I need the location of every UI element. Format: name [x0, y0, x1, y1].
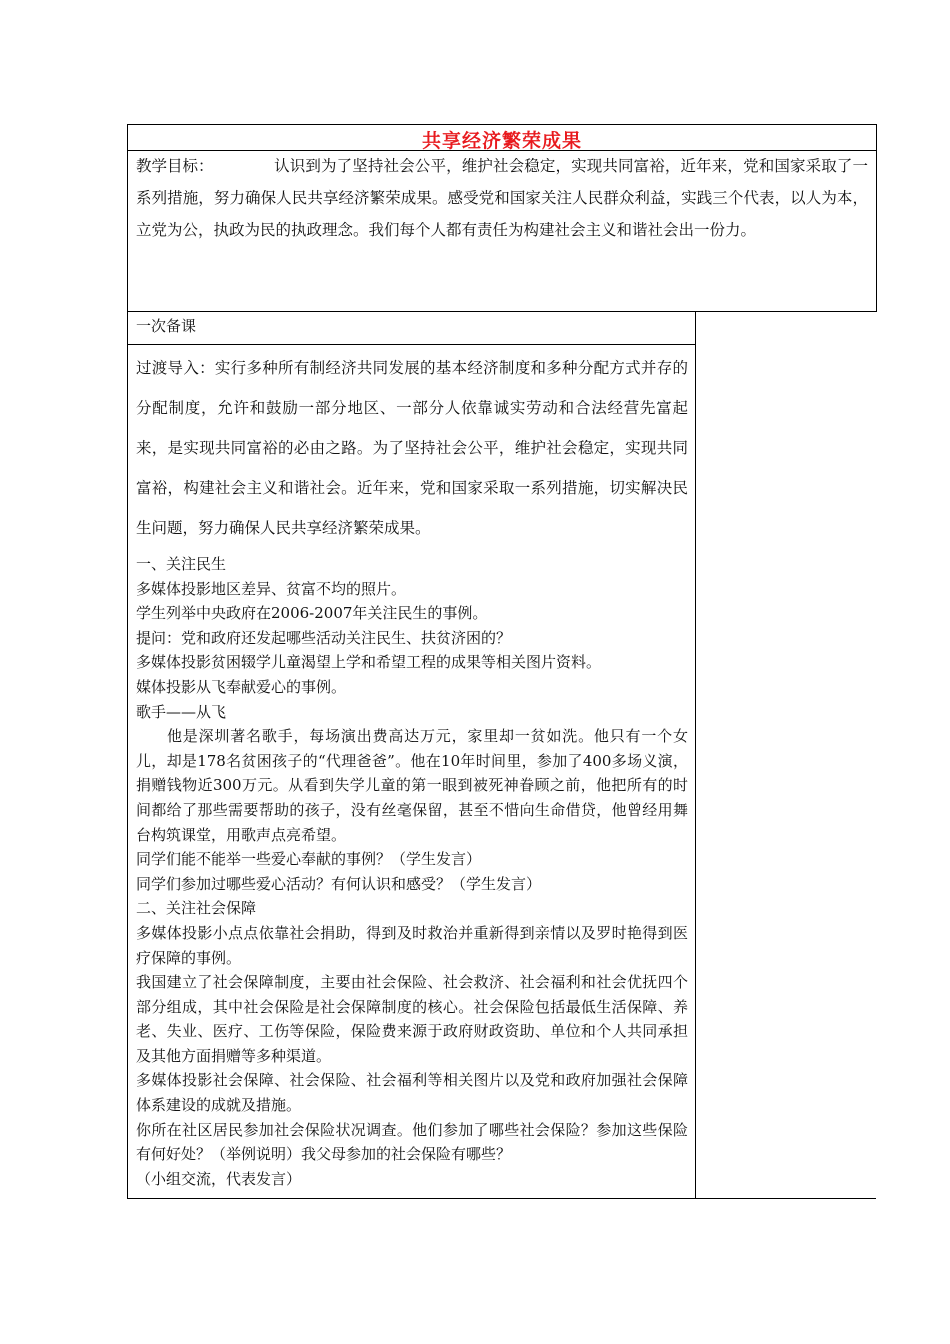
- lesson-paragraph: 学生列举中央政府在2006-2007年关注民生的事例。: [136, 604, 488, 623]
- lesson-paragraph: 同学们参加过哪些爱心活动？有何认识和感受？（学生发言）: [136, 874, 542, 893]
- table-right-border: [876, 124, 877, 312]
- section-heading-social-security: 二、关注社会保障: [136, 899, 257, 918]
- lesson-paragraph: 提问：党和政府还发起哪些活动关注民生、扶贫济困的？: [136, 628, 512, 647]
- lesson-paragraph: 媒体投影从飞奉献爱心的事例。: [136, 677, 347, 696]
- lesson-paragraph: 同学们能不能举一些爱心奉献的事例？（学生发言）: [136, 850, 482, 869]
- section-heading-livelihood: 一、关注民生: [136, 555, 227, 573]
- table-top-border: [127, 124, 876, 125]
- goal-row-bottom-border: [127, 311, 876, 312]
- lesson-paragraph: 多媒体投影小点点依靠社会捐助，得到及时救治并重新得到亲情以及罗时艳得到医疗保障的事例。: [136, 923, 688, 967]
- teaching-goal-cell: [136, 150, 868, 246]
- content-column-divider: [695, 311, 696, 1198]
- transition-intro: 过渡导入：实行多种所有制经济共同发展的基本经济制度和多种分配方式并存的分配制度，允许和鼓励一部分地区、一部分人依靠诚实劳动和合法经营先富起来，是实现共同富裕的必由之路。为了坚持社会公平，维护社会稳定，实现共同富裕，构建社会主义和谐社会。近年来，党和国家采取一系列措施，切实解决民生问题，努力确保人民共享经济繁荣成果。: [136, 359, 688, 537]
- table-left-border: [127, 124, 128, 1198]
- teaching-goal-label: 教学目标：: [136, 157, 214, 175]
- lesson-paragraph: 我国建立了社会保障制度，主要由社会保险、社会救济、社会福利和社会优抚四个部分组成，其中社会保险是社会保障制度的核心。社会保险包括最低生活保障、养老、失业、医疗、工伤等保险，保险费来源于政府财政资助、单位和个人共同承担及其他方面捐赠等多种渠道。: [136, 973, 688, 1065]
- teaching-goal-text: 认识到为了坚持社会公平，维护社会稳定，实现共同富裕，近年来，党和国家采取了一系列措施，努力确保人民共享经济繁荣成果。感受党和国家关注人民群众利益，实践三个代表，以人为本，立党为公，执政为民的执政理念。我们每个人都有责任为构建社会主义和谐社会出一份力。: [136, 157, 868, 239]
- lesson-paragraph: （小组交流，代表发言）: [136, 1169, 302, 1188]
- lesson-paragraph: 歌手——从飞: [136, 702, 227, 721]
- preparation-label: 一次备课: [136, 317, 197, 335]
- story-paragraph: 他是深圳著名歌手，每场演出费高达万元，家里却一贫如洗。他只有一个女儿，却是178名贫困孩子的“代理爸爸”。他在10年时间里，参加了400多场义演，捐赠钱物近300万元。从看到失学儿童的第一眼到被死神眷顾之前，他把所有的时间都给了那些需要帮助的孩子，没有丝毫保留，甚至不惜向生命借贷，他曾经用舞台构筑课堂，用歌声点亮希望。: [136, 727, 688, 844]
- prep-row-divider: [127, 344, 695, 345]
- lesson-paragraph: 多媒体投影地区差异、贫富不均的照片。: [136, 579, 407, 598]
- lesson-body: [136, 552, 688, 1191]
- document-title: 共享经济繁荣成果: [421, 130, 582, 152]
- lesson-paragraph: 你所在社区居民参加社会保险状况调查。他们参加了哪些社会保险？参加这些保险有何好处？（举例说明）我父母参加的社会保险有哪些？: [136, 1120, 688, 1164]
- table-bottom-border: [127, 1198, 876, 1199]
- lesson-paragraph: 多媒体投影贫困辍学儿童渴望上学和希望工程的成果等相关图片资料。: [136, 653, 602, 672]
- lesson-paragraph: 多媒体投影社会保障、社会保险、社会福利等相关图片以及党和政府加强社会保障体系建设的成就及措施。: [136, 1071, 688, 1115]
